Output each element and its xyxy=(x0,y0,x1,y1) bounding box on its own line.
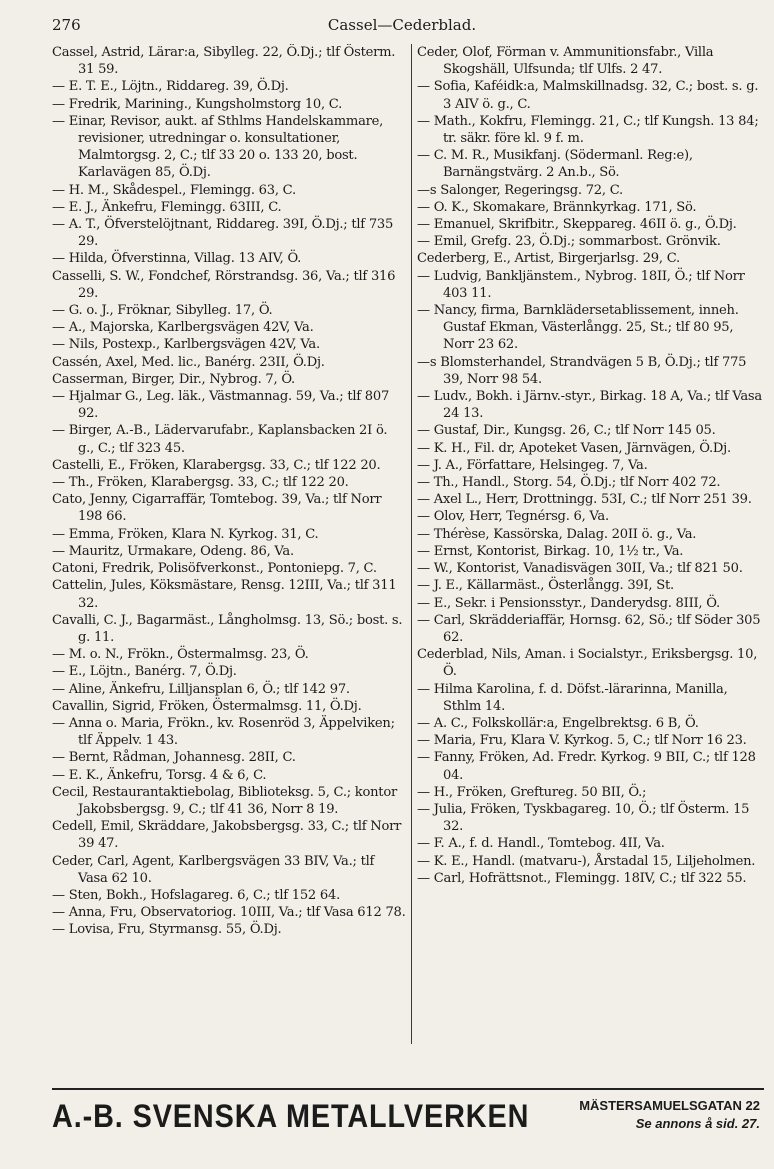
directory-entry: Cederblad, Nils, Aman. i Socialstyr., Eriksbergsg. 10, Ö. xyxy=(417,647,758,680)
directory-entry: — Thérèse, Kassörska, Dalag. 20II ö. g., Va. xyxy=(417,526,697,542)
page-number: 276 xyxy=(52,16,81,34)
directory-entry: — K. H., Fil. dr, Apoteket Vasen, Järnvägen, Ö.Dj. xyxy=(417,440,731,456)
directory-entry: — Bernt, Rådman, Johannesg. 28II, C. xyxy=(52,750,296,766)
directory-entry: Cassel, Astrid, Lärar:a, Sibylleg. 22, Ö.Dj.; tlf Österm. 31 59. xyxy=(52,45,396,78)
directory-entry: — J. E., Källarmäst., Österlångg. 39I, St. xyxy=(417,578,674,594)
directory-entry: — W., Kontorist, Vanadisvägen 30II, Va.; tlf 821 50. xyxy=(417,561,743,577)
directory-entry: — Aline, Änkefru, Lilljansplan 6, Ö.; tlf 142 97. xyxy=(52,681,350,697)
directory-entry: — Emma, Fröken, Klara N. Kyrkog. 31, C. xyxy=(52,526,319,542)
directory-entry: Cassén, Axel, Med. lic., Banérg. 23II, Ö.Dj. xyxy=(52,354,325,370)
directory-entry: —s Blomsterhandel, Strandvägen 5 B, Ö.Dj.; tlf 775 39, Norr 98 54. xyxy=(417,354,747,387)
directory-entry: — Axel L., Herr, Drottningg. 53I, C.; tlf Norr 251 39. xyxy=(417,492,752,508)
directory-entry: — Hilma Karolina, f. d. Döfst.-lärarinna, Manilla, Sthlm 14. xyxy=(417,681,728,714)
directory-entry: — Maria, Fru, Klara V. Kyrkog. 5, C.; tlf Norr 16 23. xyxy=(417,733,747,749)
advertiser-name: A.-B. SVENSKA METALLVERKEN xyxy=(52,1098,530,1134)
directory-entry: — E., Sekr. i Pensionsstyr., Danderydsg. 8III, Ö. xyxy=(417,595,720,611)
directory-entry: Ceder, Carl, Agent, Karlbergsvägen 33 BIV, Va.; tlf Vasa 62 10. xyxy=(52,853,375,886)
directory-entry: — Sofia, Kaféidk:a, Malmskillnadsg. 32, C.; bost. s. g. 3 AIV ö. g., C. xyxy=(417,79,759,112)
directory-entry: Casselli, S. W., Fondchef, Rörstrandsg. 36, Va.; tlf 316 29. xyxy=(52,268,396,301)
directory-entry: — A. C., Folkskollär:a, Engelbrektsg. 6 B, Ö. xyxy=(417,715,699,731)
directory-entry: — Carl, Skrädderiaffär, Hornsg. 62, Sö.; tlf Söder 305 62. xyxy=(417,612,761,645)
directory-entry: — Ludvig, Bankljänstem., Nybrog. 18II, Ö.; tlf Norr 403 11. xyxy=(417,268,745,301)
directory-entry: — O. K., Skomakare, Brännkyrkag. 171, Sö. xyxy=(417,199,697,215)
directory-entry: Catoni, Fredrik, Polisöfverkonst., Pontoniерg. 7, C. xyxy=(52,561,377,577)
directory-entry: — C. M. R., Musikfanj. (Södermanl. Reg:e), Barnängstvärg. 2 An.b., Sö. xyxy=(417,148,693,181)
directory-entry: — J. A., Författare, Helsingeg. 7, Va. xyxy=(417,457,648,473)
directory-entry: — Fredrik, Marining., Kungsholmstorg 10, C. xyxy=(52,96,343,112)
directory-entry: — E., Löjtn., Banérg. 7, Ö.Dj. xyxy=(52,664,237,680)
left-column xyxy=(52,44,407,1049)
directory-entry: — A. T., Öfverstelöjtnant, Riddareg. 39I, Ö.Dj.; tlf 735 29. xyxy=(52,217,394,250)
directory-entry: — Lovisa, Fru, Styrmansg. 55, Ö.Dj. xyxy=(52,922,282,938)
page-header xyxy=(52,14,752,38)
directory-entry: — Ludv., Bokh. i Järnv.-styr., Birkag. 18 A, Va.; tlf Vasa 24 13. xyxy=(417,389,762,422)
column-divider xyxy=(411,44,412,1044)
directory-entry: — Fanny, Fröken, Ad. Fredr. Kyrkog. 9 BII, C.; tlf 128 04. xyxy=(417,750,756,783)
advertiser-address: MÄSTERSAMUELSGATAN 22 xyxy=(579,1098,760,1113)
directory-entry: — E. J., Änkefru, Flemingg. 63III, C. xyxy=(52,199,282,215)
directory-entry: — M. o. N., Frökn., Östermalmsg. 23, Ö. xyxy=(52,647,309,663)
directory-entry: — Mauritz, Urmakare, Odeng. 86, Va. xyxy=(52,543,294,559)
directory-entry: — Gustaf, Dir., Kungsg. 26, C.; tlf Norr 145 05. xyxy=(417,423,716,439)
directory-entry: — Emanuel, Skrifbitr., Skeppareg. 46II ö. g., Ö.Dj. xyxy=(417,217,737,233)
directory-entry: — Anna o. Maria, Frökn., kv. Rosenröd 3, Äppelviken; tlf Äppelv. 1 43. xyxy=(52,715,395,749)
directory-entry: — E. T. E., Löjtn., Riddareg. 39, Ö.Dj. xyxy=(52,79,289,95)
directory-entry: — Birger, A.-B., Lädervarufabr., Kaplansbacken 2I ö. g., C.; tlf 323 45. xyxy=(52,423,388,456)
directory-entry: Castelli, E., Fröken, Klarabergsg. 33, C.; tlf 122 20. xyxy=(52,457,381,473)
directory-entry: Casserman, Birger, Dir., Nybrog. 7, Ö. xyxy=(52,371,295,387)
directory-entry: Ceder, Olof, Förman v. Ammunitionsfabr., Villa Skogshäll, Ulfsunda; tlf Ulfs. 2 47. xyxy=(417,45,714,78)
directory-entry: — Nils, Postexp., Karlbergsvägen 42V, Va. xyxy=(52,337,320,353)
directory-entry: — Ernst, Kontorist, Birkag. 10, 1½ tr., Va. xyxy=(417,543,684,559)
directory-entry: — Olov, Herr, Tegnérsg. 6, Va. xyxy=(417,509,609,525)
directory-entry: — F. A., f. d. Handl., Tomtebog. 4II, Va. xyxy=(417,836,665,852)
directory-entry: — H. M., Skådespel., Flemingg. 63, C. xyxy=(52,182,296,198)
directory-entry: Cavalli, C. J., Bagarmäst., Långholmsg. 13, Sö.; bost. s. g. 11. xyxy=(52,612,403,645)
directory-entry: Cedell, Emil, Skräddare, Jakobsbergsg. 33, C.; tlf Norr 39 47. xyxy=(52,819,402,852)
directory-entry: — Hilda, Öfverstinna, Villag. 13 AIV, Ö. xyxy=(52,251,302,267)
directory-entry: — Anna, Fru, Observatoriog. 10III, Va.; tlf Vasa 612 78. xyxy=(52,905,406,921)
directory-entry: Cecil, Restaurantaktiebolag, Biblioteksg. 5, C.; kontor Jakobsbergsg. 9, C.; tlf 41 36, Norr 8 19. xyxy=(52,784,397,817)
directory-entry: — Carl, Hofrättsnot., Flemingg. 18IV, C.; tlf 322 55. xyxy=(417,870,747,886)
directory-entry: —s Salonger, Regeringsg. 72, C. xyxy=(417,182,623,198)
directory-entry: Cato, Jenny, Cigarraffär, Tomtebog. 39, Va.; tlf Norr 198 66. xyxy=(52,492,382,525)
directory-entry: — Th., Handl., Storg. 54, Ö.Dj.; tlf Norr 402 72. xyxy=(417,475,721,491)
directory-entry: — G. o. J., Fröknar, Sibylleg. 17, Ö. xyxy=(52,303,273,319)
directory-entry: — Nancy, firma, Barnklädersetablissement, inneh. Gustaf Ekman, Västerlångg. 25, St.; tlf 80 95, Norr 23 62. xyxy=(417,303,739,353)
directory-entry: Cavallin, Sigrid, Fröken, Östermalmsg. 11, Ö.Dj. xyxy=(52,698,362,714)
directory-entry: — Julia, Fröken, Tyskbagareg. 10, Ö.; tlf Österm. 15 32. xyxy=(417,801,750,835)
directory-entry: — Math., Kokfru, Flemingg. 21, C.; tlf Kungsh. 13 84; tr. säkr. före kl. 9 f. m. xyxy=(417,113,759,147)
advertisement-reference: Se annons å sid. 27. xyxy=(635,1116,760,1131)
directory-entry: Cederberg, E., Artist, Birgerjarlsg. 29, C. xyxy=(417,251,680,267)
directory-entry: Cattelin, Jules, Köksmästare, Rensg. 12III, Va.; tlf 311 32. xyxy=(52,578,397,611)
right-column xyxy=(417,44,763,1049)
directory-entry: — H., Fröken, Greftureg. 50 BII, Ö.; xyxy=(417,784,647,800)
directory-entry: — E. K., Änkefru, Torsg. 4 & 6, C. xyxy=(52,767,267,783)
directory-entry: — Emil, Grefg. 23, Ö.Dj.; sommarbost. Grönvik. xyxy=(417,234,721,250)
directory-entry: — Hjalmar G., Leg. läk., Västmannag. 59, Va.; tlf 807 92. xyxy=(52,389,390,422)
directory-entry: — Th., Fröken, Klarabergsg. 33, C.; tlf 122 20. xyxy=(52,475,349,491)
advertisement-banner xyxy=(52,1088,764,1136)
directory-entry: — A., Majorska, Karlbergsvägen 42V, Va. xyxy=(52,320,314,336)
running-head: Cassel—Cederblad. xyxy=(327,16,477,34)
directory-entry: — Einar, Revisor, aukt. af Sthlms Handelskammare, revisioner, utredningar o. konsultationer, Malmtorgsg. 2, C.; tlf 33 20 o. 133 20, bost. Karlavägen 85, Ö.Dj. xyxy=(52,113,384,181)
directory-entry: — Sten, Bokh., Hofslagareg. 6, C.; tlf 152 64. xyxy=(52,887,340,903)
directory-entry: — K. E., Handl. (matvaru-), Årstadal 15, Liljeholmen. xyxy=(417,853,756,869)
